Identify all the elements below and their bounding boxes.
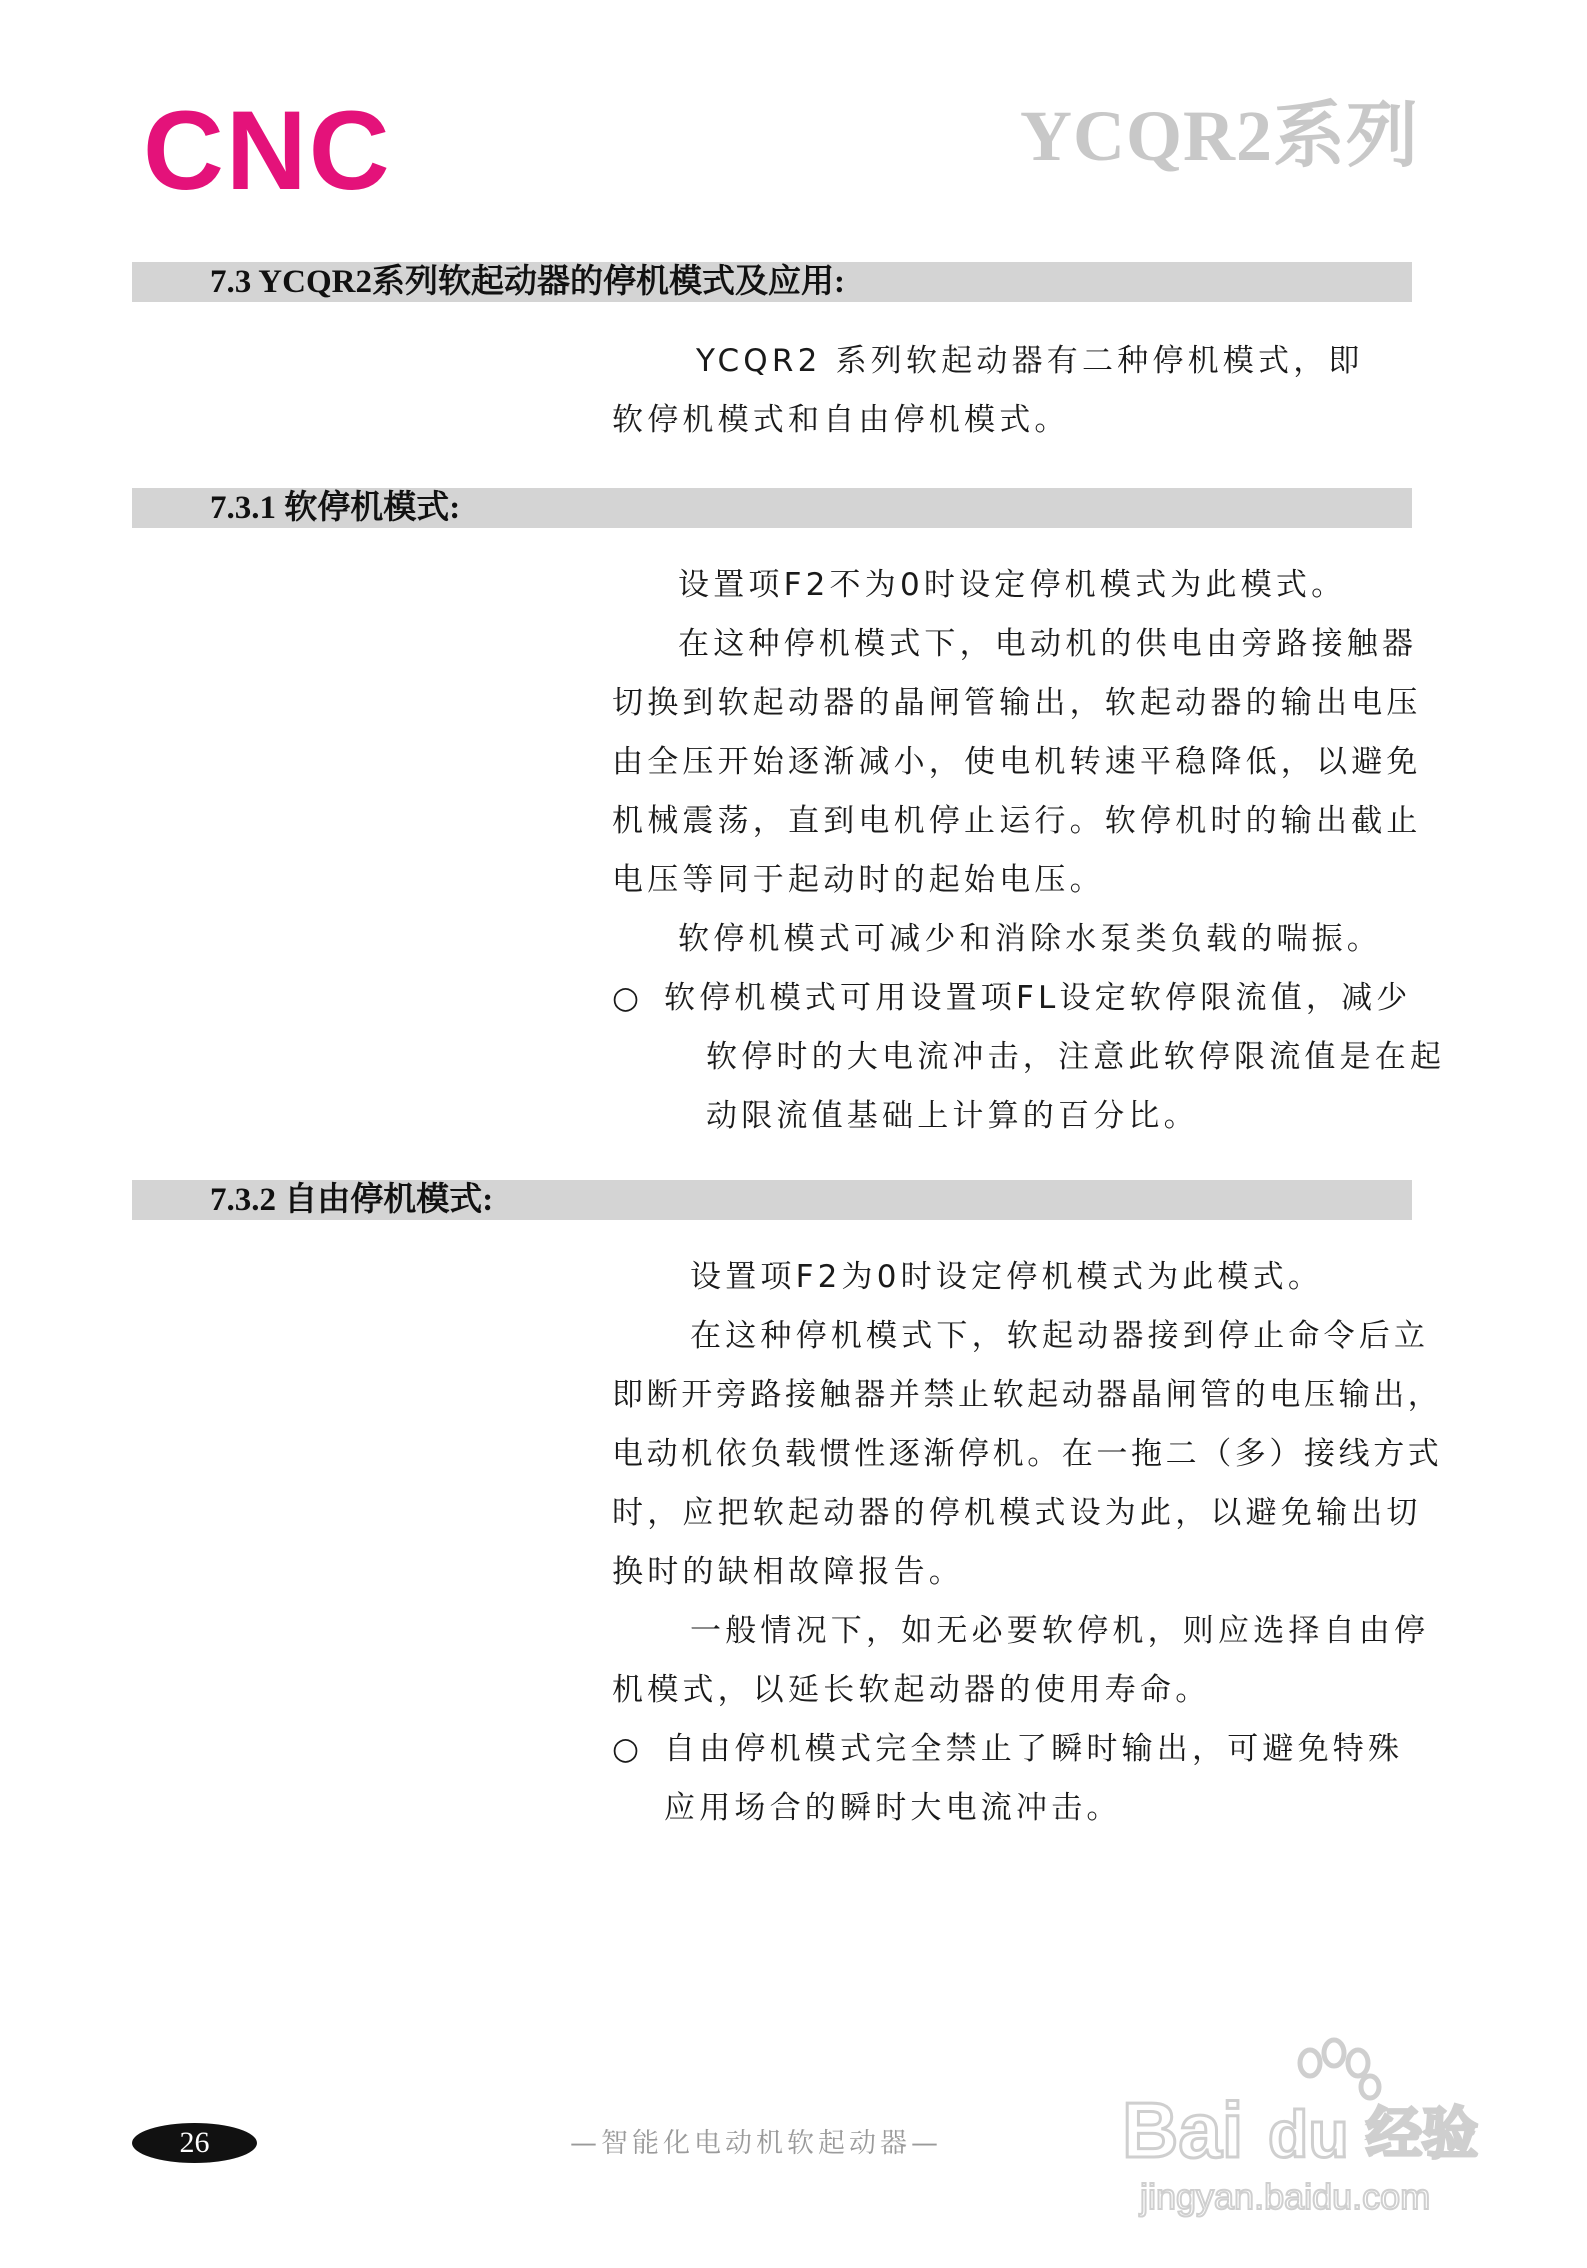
text-line: 一般情况下，如无必要软停机，则应选择自由停: [690, 1613, 1430, 1649]
text-line: 软停机模式可用设置项FL设定软停限流值，减少: [664, 980, 1412, 1016]
bullet-note: [664, 1720, 1403, 1838]
watermark-brand: Bai: [1122, 2086, 1244, 2174]
text-line: 电动机依负载惯性逐渐停机。在一拖二（多）接线方式: [612, 1436, 1443, 1472]
text-line: 机械震荡，直到电机停止运行。软停机时的输出截止: [612, 803, 1422, 839]
section-heading-bar: [132, 488, 1412, 528]
text-line: 机模式，以延长软起动器的使用寿命。: [612, 1672, 1211, 1708]
text-line: 设置项F2为0时设定停机模式为此模式。: [690, 1259, 1324, 1295]
bullet-circle-icon: ○: [612, 980, 640, 1016]
section-body: [612, 332, 1364, 450]
text-line: 即断开旁路接触器并禁止软起动器晶闸管的电压输出，: [612, 1377, 1443, 1413]
bullet-note: [664, 969, 1445, 1146]
text-line: 由全压开始逐渐减小，使电机转速平稳降低，以避免: [612, 744, 1422, 780]
section-heading-bar: [132, 262, 1412, 302]
text-line: 时，应把软起动器的停机模式设为此，以避免输出切: [612, 1495, 1422, 1531]
text-line: 换时的缺相故障报告。: [612, 1554, 964, 1590]
text-line: 电压等同于起动时的起始电压。: [612, 862, 1105, 898]
baidu-jingyan-watermark: [1120, 2025, 1500, 2225]
section-body: [612, 1248, 1442, 1720]
series-title: YCQR2系列: [1020, 96, 1419, 176]
section-heading: 7.3.1 软停机模式:: [210, 490, 461, 526]
text-line: 软停机模式和自由停机模式。: [612, 402, 1070, 438]
footer-title: —智能化电动机软起动器—: [570, 2128, 942, 2159]
text-line: YCQR2 系列软起动器有二种停机模式，即: [696, 343, 1364, 379]
text-line: 在这种停机模式下，软起动器接到停止命令后立: [690, 1318, 1430, 1354]
text-line: 动限流值基础上计算的百分比。: [706, 1098, 1199, 1134]
text-line: 软停时的大电流冲击，注意此软停限流值是在起: [706, 1039, 1446, 1075]
text-line: 软停机模式可减少和消除水泵类负载的喘振。: [678, 921, 1382, 957]
section-body: [612, 556, 1422, 969]
section-heading-bar: [132, 1180, 1412, 1220]
section-heading: 7.3 YCQR2系列软起动器的停机模式及应用:: [210, 264, 845, 300]
text-line: 应用场合的瞬时大电流冲击。: [664, 1790, 1122, 1826]
watermark-label: 经验: [1366, 2102, 1478, 2167]
text-line: 设置项F2不为0时设定停机模式为此模式。: [678, 567, 1347, 603]
page-number: 26: [132, 2123, 257, 2163]
text-line: 自由停机模式完全禁止了瞬时输出，可避免特殊: [664, 1731, 1404, 1767]
watermark-url: jingyan.baidu.com: [1140, 2176, 1431, 2217]
brand-logo: CNC: [143, 88, 392, 213]
section-heading: 7.3.2 自由停机模式:: [210, 1182, 494, 1218]
text-line: 在这种停机模式下，电动机的供电由旁路接触器: [678, 626, 1418, 662]
watermark-brand-du: du: [1268, 2097, 1349, 2171]
bullet-circle-icon: ○: [612, 1731, 640, 1767]
text-line: 切换到软起动器的晶闸管输出，软起动器的输出电压: [612, 685, 1422, 721]
